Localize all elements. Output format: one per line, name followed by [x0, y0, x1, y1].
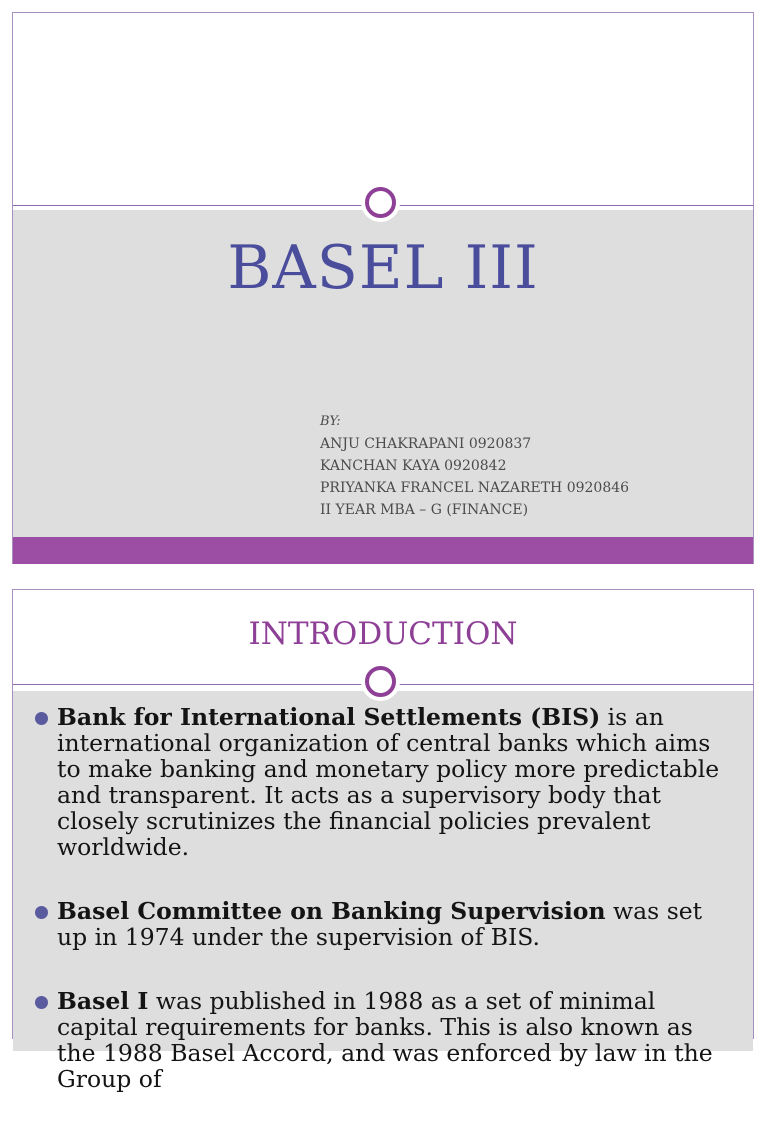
bullet-item — [35, 704, 735, 860]
bullet-item — [35, 898, 735, 950]
introduction-slide — [12, 589, 754, 1093]
bullet-term: Basel I — [57, 987, 149, 1015]
author-block — [320, 411, 629, 521]
bullet-term: Basel Committee on Banking Supervision — [57, 897, 606, 925]
by-label: BY: — [320, 414, 341, 429]
bullet-text: is an international organization of central banks which aims to make banking and monetary policy more predictable and transparent. It acts as a supervisory body that closely scrutinizes the financial policies prevalent worldwide. — [57, 703, 720, 861]
slide-heading: INTRODUCTION — [248, 616, 518, 652]
author-line: KANCHAN KAYA 0920842 — [320, 458, 507, 474]
bullet-dot-icon — [35, 906, 48, 919]
bullet-list — [35, 704, 735, 1130]
circle-ornament-icon — [365, 187, 396, 218]
slide-title: BASEL III — [227, 233, 539, 303]
course-line: II YEAR MBA – G (FINANCE) — [320, 502, 529, 518]
bullet-dot-icon — [35, 712, 48, 725]
bullet-text: was published in 1988 as a set of minimal capital requirements for banks. This is also known as the 1988 Basel Accord, and was enforced by law in the Group of — [57, 987, 713, 1093]
bullet-dot-icon — [35, 996, 48, 1009]
title-slide — [12, 12, 754, 564]
circle-ornament-icon — [365, 666, 396, 697]
author-line: PRIYANKA FRANCEL NAZARETH 0920846 — [320, 480, 630, 496]
bullet-term: Bank for International Settlements (BIS) — [57, 703, 601, 731]
author-line: ANJU CHAKRAPANI 0920837 — [320, 436, 532, 452]
bullet-item — [35, 988, 735, 1092]
bullet-text: was set up in 1974 under the supervision of BIS. — [57, 897, 703, 951]
accent-bar — [13, 537, 753, 564]
